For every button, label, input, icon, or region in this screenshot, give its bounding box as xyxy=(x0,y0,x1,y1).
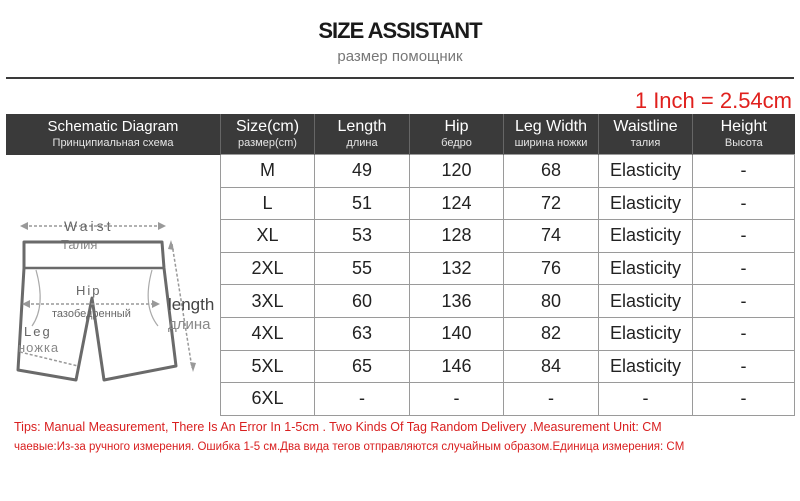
length-cell: 65 xyxy=(315,350,410,383)
size-cell: 2XL xyxy=(221,252,315,285)
length-label-ru: длина xyxy=(168,316,211,334)
waistline-cell: Elasticity xyxy=(599,155,693,188)
length-cell: 55 xyxy=(315,252,410,285)
column-header: Length длина xyxy=(315,114,410,155)
column-header: Schematic Diagram Принципиальная схема xyxy=(6,114,221,155)
leg-width-cell: - xyxy=(504,383,599,416)
column-header: Leg Width ширина ножки xyxy=(504,114,599,155)
length-cell: 60 xyxy=(315,285,410,318)
size-cell: 4XL xyxy=(221,317,315,350)
leg-label-ru: ножка xyxy=(18,340,60,356)
schematic-diagram xyxy=(6,155,221,416)
leg-width-cell: 74 xyxy=(504,220,599,253)
height-cell: - xyxy=(693,350,795,383)
height-cell: - xyxy=(693,383,795,416)
tips-english: Tips: Manual Measurement, There Is An Error In 1-5cm . Two Kinds Of Tag Random Delivery .Measurement Unit: CM xyxy=(14,420,662,434)
length-cell: - xyxy=(315,383,410,416)
height-cell: - xyxy=(693,187,795,220)
waistline-cell: Elasticity xyxy=(599,220,693,253)
leg-width-cell: 76 xyxy=(504,252,599,285)
size-cell: M xyxy=(221,155,315,188)
leg-label: Leg xyxy=(24,324,52,340)
waist-label-ru: Талия xyxy=(61,237,98,253)
unit-conversion: 1 Inch = 2.54cm xyxy=(634,88,792,113)
waistline-cell: Elasticity xyxy=(599,317,693,350)
waistline-cell: - xyxy=(599,383,693,416)
column-header: Size(cm) размер(cm) xyxy=(221,114,315,155)
length-cell: 53 xyxy=(315,220,410,253)
length-cell: 63 xyxy=(315,317,410,350)
waistline-cell: Elasticity xyxy=(599,350,693,383)
height-cell: - xyxy=(693,285,795,318)
size-cell: XL xyxy=(221,220,315,253)
size-cell: 5XL xyxy=(221,350,315,383)
divider xyxy=(6,77,794,79)
size-cell: 3XL xyxy=(221,285,315,318)
leg-width-cell: 68 xyxy=(504,155,599,188)
table-row xyxy=(6,155,795,188)
height-cell: - xyxy=(693,317,795,350)
height-cell: - xyxy=(693,220,795,253)
hip-cell: 140 xyxy=(410,317,504,350)
height-cell: - xyxy=(693,252,795,285)
hip-cell: 136 xyxy=(410,285,504,318)
hip-cell: 128 xyxy=(410,220,504,253)
column-header: Waistline талия xyxy=(599,114,693,155)
hip-cell: 146 xyxy=(410,350,504,383)
waistline-cell: Elasticity xyxy=(599,187,693,220)
tips-russian: чаевые:Из-за ручного измерения. Ошибка 1-5 см.Два вида тегов отправляются случайным образом.Единица измерения: CM xyxy=(14,441,685,453)
size-cell: L xyxy=(221,187,315,220)
leg-width-cell: 82 xyxy=(504,317,599,350)
hip-cell: - xyxy=(410,383,504,416)
waistline-cell: Elasticity xyxy=(599,252,693,285)
size-cell: 6XL xyxy=(221,383,315,416)
leg-width-cell: 72 xyxy=(504,187,599,220)
hip-cell: 120 xyxy=(410,155,504,188)
size-chart-table xyxy=(6,114,795,416)
hip-label-ru: тазобедренный xyxy=(52,308,131,321)
shorts-diagram xyxy=(6,156,220,408)
table-header-row xyxy=(6,114,795,155)
height-cell: - xyxy=(693,155,795,188)
length-label: length xyxy=(168,295,215,315)
hip-label: Hip xyxy=(76,283,102,299)
leg-width-cell: 84 xyxy=(504,350,599,383)
length-cell: 49 xyxy=(315,155,410,188)
page-title: SIZE ASSISTANT xyxy=(318,18,482,43)
waist-label: Waist xyxy=(64,218,114,235)
column-header: Height Высота xyxy=(693,114,795,155)
waistline-cell: Elasticity xyxy=(599,285,693,318)
page-subtitle: размер помощник xyxy=(337,48,463,65)
column-header: Hip бедро xyxy=(410,114,504,155)
hip-cell: 132 xyxy=(410,252,504,285)
length-cell: 51 xyxy=(315,187,410,220)
hip-cell: 124 xyxy=(410,187,504,220)
leg-width-cell: 80 xyxy=(504,285,599,318)
